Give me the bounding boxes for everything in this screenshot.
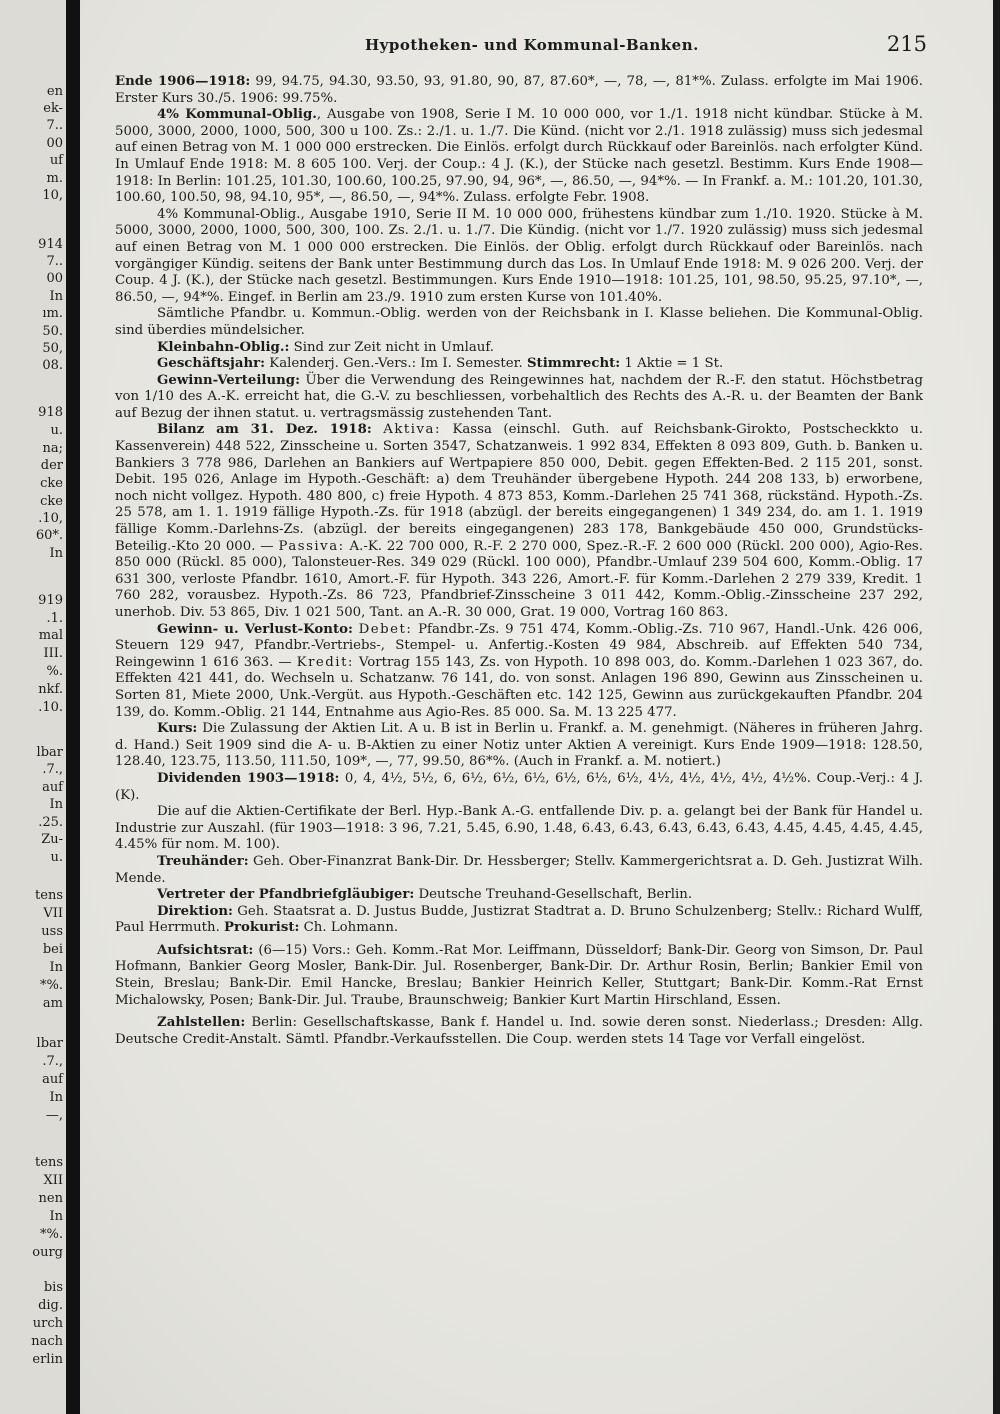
margin-fragment: ourg xyxy=(32,1245,63,1260)
paragraph xyxy=(115,854,923,887)
page-body xyxy=(115,74,923,1048)
paragraph xyxy=(115,721,923,771)
margin-fragment: 08. xyxy=(42,358,63,373)
margin-fragment: %. xyxy=(46,664,63,679)
margin-fragment: tens xyxy=(35,888,63,903)
margin-fragment: *%. xyxy=(40,1227,63,1242)
margin-fragment: III. xyxy=(43,646,63,661)
margin-fragment: VII xyxy=(43,906,63,921)
entry-label: Gewinn-Verteilung: xyxy=(157,372,301,388)
page-header xyxy=(115,32,927,64)
entry-sublabel: Kredit: xyxy=(296,654,354,670)
entry-text: Sind zur Zeit nicht in Umlauf. xyxy=(289,339,495,355)
paragraph xyxy=(115,887,923,904)
margin-fragment: cke xyxy=(40,476,63,491)
paragraph xyxy=(115,74,923,107)
margin-fragment: mal xyxy=(38,628,63,643)
margin-fragment: 50, xyxy=(42,341,63,356)
left-margin-column xyxy=(0,0,66,1414)
paragraph xyxy=(115,306,923,339)
entry-label: Stimmrecht: xyxy=(526,356,621,372)
margin-fragment: urch xyxy=(32,1316,63,1331)
margin-fragment: In xyxy=(49,797,63,812)
margin-fragment: In xyxy=(49,546,63,561)
margin-fragment: am xyxy=(42,996,63,1011)
paragraph xyxy=(115,422,923,621)
entry-label: Geschäftsjahr: xyxy=(157,356,266,372)
margin-fragment: bei xyxy=(42,942,63,957)
entry-label: Ende 1906—1918: xyxy=(115,74,251,89)
margin-fragment: nkf. xyxy=(38,682,63,697)
margin-fragment: .7., xyxy=(42,1054,63,1069)
margin-fragment: 7.. xyxy=(46,118,63,133)
paragraph xyxy=(115,771,923,804)
paragraph xyxy=(115,904,923,937)
entry-text: Vortrag 155 143, Zs. von Hypoth. 10 898 003, do. Komm.-Darlehen 1 023 367, do. Effekten 421 441, do. Wechseln u. Schatzanw. 76 141, do. von sonst. Anlagen 196 890, Gewinn aus Zinsscheinen u. Sorten 81, Miete 2000, Unk.-Vergüt. aus Hypoth.-Geschäften etc. 142 125, Gewinn aus zurückgekauften Pfandbr. 204 139, do. Komm.-Oblig. 21 144, Entnahme aus Agio-Res. 85 000. Sa. M. 13 225 477. xyxy=(115,654,923,720)
margin-fragment: 914 xyxy=(38,237,63,252)
margin-fragment: .10. xyxy=(38,700,63,715)
margin-fragment: lbar xyxy=(36,1036,63,1051)
paragraph xyxy=(115,356,923,373)
margin-fragment: In xyxy=(49,1209,63,1224)
paragraph xyxy=(115,943,923,1009)
entry-label: 4% Kommunal-Oblig. xyxy=(157,107,317,123)
entry-text: 0, 4, 4½, 5½, 6, 6½, 6½, 6½, 6½, 6½, 6½, 4½, 4½, 4½, 4½, 4½%. Coup.-Verj.: 4 J. (K). xyxy=(115,770,924,803)
margin-fragment: ek- xyxy=(43,101,63,116)
entry-label: Treuhänder: xyxy=(157,853,249,869)
entry-text: Sämtliche Pfandbr. u. Kommun.-Oblig. werden von der Reichsbank in I. Klasse beliehen. Die Kommunal-Oblig. sind überdies mündelsicher. xyxy=(115,306,923,338)
paragraph xyxy=(115,1015,923,1048)
entry-text: 99, 94.75, 94.30, 93.50, 93, 91.80, 90, 87, 87.60*, —, 78, —, 81*%. Zulass. erfolgte im Mai 1906. Erster Kurs 30./5. 1906: 99.75%. xyxy=(115,74,923,106)
margin-fragment: 919 xyxy=(38,593,63,608)
paragraph xyxy=(115,804,923,854)
entry-text: Die auf die Aktien-Certifikate der Berl. Hyp.-Bank A.-G. entfallende Div. p. a. gelangt bei der Bank für Handel u. Industrie zur Auszahl. (für 1903—1918: 3 96, 7.21, 5.45, 6.90, 1.48, 6.43, 6.43, 6.43, 6.43, 6.43, 4.45, 4.45, 4.45, 4.45, 4.45% für nom. M. 100). xyxy=(115,804,923,853)
margin-fragment: 7.. xyxy=(46,254,63,269)
entry-text: Pfandbr.-Zs. 9 751 474, Komm.-Oblig.-Zs. 710 967, Handl.-Unk. 426 006, Steuern 129 947, Pfandbr.-Vertriebs-, Stempel- u. Anfertig.-Kosten 49 984, Abschreib. auf Effekten 540 734, Reingewinn 1 616 363. — xyxy=(115,621,923,670)
margin-fragment: 10, xyxy=(42,188,63,203)
margin-fragment: cke xyxy=(40,494,63,509)
margin-fragment: *%. xyxy=(40,978,63,993)
entry-text: Kalenderj. Gen.-Vers.: Im I. Semester. xyxy=(265,356,523,372)
margin-fragment: na; xyxy=(42,441,63,456)
paragraph xyxy=(115,107,923,207)
entry-text: Die Zulassung der Aktien Lit. A u. B ist in Berlin u. Frankf. a. M. genehmigt. (Näheres in früheren Jahrg. d. Hand.) Seit 1909 sind die A- u. B-Aktien zu einer Notiz unter Aktien A vereinigt. Kurs Ende 1909—1918: 128.50, 128.40, 123.75, 113.50, 111.50, 109*, —, 77, 99.50, 86*%. (Auch in Frankf. a. M. notiert.) xyxy=(115,721,923,770)
paragraph xyxy=(115,622,923,722)
entry-sublabel: Passiva: xyxy=(278,538,345,554)
margin-fragment: 60*. xyxy=(35,528,63,543)
entry-label: Prokurist: xyxy=(224,920,300,936)
entry-label: Kurs: xyxy=(157,721,198,737)
entry-text: Geh. Ober-Finanzrat Bank-Dir. Dr. Hessberger; Stellv. Kammergerichtsrat a. D. Geh. Justizrat Wilh. Mende. xyxy=(115,853,923,886)
margin-fragment: dig. xyxy=(38,1298,63,1313)
entry-sublabel: Aktiva: xyxy=(383,422,441,438)
margin-fragment: 918 xyxy=(38,405,63,420)
margin-fragment: auf xyxy=(42,780,63,795)
margin-fragment: nen xyxy=(38,1191,63,1206)
margin-fragment: .1. xyxy=(46,611,63,626)
entry-label: Aufsichtsrat: xyxy=(157,942,254,958)
margin-fragment: uss xyxy=(41,924,63,939)
entry-text: 1 Aktie = 1 St. xyxy=(620,356,724,372)
margin-fragment: u. xyxy=(50,423,63,438)
book-gutter xyxy=(66,0,80,1414)
margin-fragment: 00 xyxy=(46,271,63,286)
page-number: 215 xyxy=(886,32,927,56)
margin-fragment: Zu- xyxy=(41,832,63,847)
margin-fragment: m. xyxy=(46,171,63,186)
margin-fragment: In xyxy=(49,1090,63,1105)
paragraph xyxy=(115,340,923,357)
margin-fragment: lbar xyxy=(36,745,63,760)
margin-fragment: XII xyxy=(43,1173,63,1188)
page-edge xyxy=(993,0,1000,1414)
margin-fragment: der xyxy=(40,458,63,473)
entry-text: A.-K. 22 700 000, R.-F. 2 270 000, Spez.-R.-F. 2 600 000 (Rückl. 200 000), Agio-Res. 850 000 (Rückl. 85 000), Talonsteuer-Res. 349 029 (Rückl. 100 000), Pfandbr.-Umlauf 239 504 600, Komm.-Oblig. 17 631 300, verloste Pfandbr. 1610, Amort.-F. für Hypoth. 343 226, Amort.-F. für Komm.-Darlehen 2 279 339, Kredit. 1 760 282, vorausbez. Hypoth.-Zs. 86 723, Pfandbrief-Zinsscheine 3 011 442, Komm.-Oblig.-Zinsscheine 237 292, unerhob. Div. 53 865, Div. 1 021 500, Tant. an A.-R. 30 000, Grat. 19 000, Vortrag 160 863. xyxy=(115,538,923,620)
entry-text: Ch. Lohmann. xyxy=(299,920,399,936)
entry-text: Über die Verwendung des Reingewinnes hat, nachdem der R.-F. den statut. Höchstbetrag von 1/10 des A.-K. erreicht hat, die G.-V. zu beschliessen, vorbehaltlich des Rechts des A.-R. u. der Beamten der Bank auf Bezug der ihnen statut. u. vertragsmässig zustehenden Tant. xyxy=(115,372,923,421)
entry-label: Direktion: xyxy=(157,903,233,919)
margin-fragment: In xyxy=(49,960,63,975)
margin-fragment: erlin xyxy=(32,1352,63,1367)
entry-label: 4% Kommunal-Oblig. xyxy=(157,206,301,222)
entry-text: , Ausgabe von 1908, Serie I M. 10 000 000, vor 1./1. 1918 nicht kündbar. Stücke à M. 5000, 3000, 2000, 1000, 500, 300 u 100. Zs.: 2./1. u. 1./7. Die Künd. (nicht vor 2./1. 1918 zulässig) muss sich jedesmal auf einen Betrag von M. 1 000 000 erstrecken. Die Einlös. erfolgt durch Rückkauf oder Bareinlös. nach erfolgter Künd. In Umlauf Ende 1918: M. 8 605 100. Verj. der Coup.: 4 J. (K.), der Stücke nach gesetzl. Bestimm. Kurs Ende 1908—1918: In Berlin: 101.25, 101.30, 100.60, 100.25, 97.90, 94, 96*, —, 86.50, —, 94*%. — In Frankf. a. M.: 101.20, 101.30, 100.60, 100.50, 98, 94.10, 95*, —, 86.50, —, 94*%. Zulass. erfolgte Febr. 1908. xyxy=(115,107,924,206)
entry-text: Deutsche Treuhand-Gesellschaft, Berlin. xyxy=(414,887,693,903)
margin-fragment: 50. xyxy=(42,324,63,339)
margin-fragment: auf xyxy=(42,1072,63,1087)
entry-label: Zahlstellen: xyxy=(157,1015,246,1031)
margin-fragment: ım. xyxy=(42,306,63,321)
entry-sublabel: Debet: xyxy=(358,621,413,637)
entry-label: Kleinbahn-Oblig.: xyxy=(157,339,290,355)
entry-text: Kassa (einschl. Guth. auf Reichsbank-Girokto, Postscheckkto u. Kassenverein) 448 522, Zinsscheine u. Sorten 3547, Schatzanweis. 1 992 834, Effekten 8 093 809, Guth. b. Banken u. Bankiers 3 778 986, Darlehen an Bankiers auf Wertpapiere 850 000, Debit. gegen Effekten-Bed. 2 115 201, sonst. Debit. 195 026, Anlage im Hypoth.-Geschäft: a) dem Treuhänder übergebene Hypoth. 244 208 133, b) erworbene, noch nicht vollgez. Hypoth. 480 800, c) freie Hypoth. 4 873 853, Komm.-Darlehen 25 741 368, rückständ. Hypoth.-Zs. 25 578, am 1. 1. 1919 fällige Hypoth.-Zs. für 1918 (abzügl. der bereits eingegangenen) 1 349 234, do. am 1. 1. 1919 fällige Komm.-Darlehns-Zs. (abzügl. der bereits eingegangenen) 283 178, Bankgebäude 450 000, Grundstücks-Beteilig.-Kto 20 000. — xyxy=(115,422,923,554)
paragraph xyxy=(115,207,923,307)
entry-label: Bilanz am 31. Dez. 1918: xyxy=(157,422,372,438)
entry-label: Gewinn- u. Verlust-Konto: xyxy=(157,621,353,637)
margin-fragment: uf xyxy=(49,153,63,168)
entry-label: Dividenden 1903—1918: xyxy=(157,770,340,786)
margin-fragment: u. xyxy=(50,850,63,865)
margin-fragment: In xyxy=(49,289,63,304)
margin-fragment: bis xyxy=(43,1280,63,1295)
margin-fragment: .25. xyxy=(38,815,63,830)
entry-text: Berlin: Gesellschaftskasse, Bank f. Handel u. Ind. sowie deren sonst. Niederlass.; Dresden: Allg. Deutsche Credit-Anstalt. Sämtl. Pfandbr.-Verkaufsstellen. Die Coup. werden stets 14 Tage vor Verfall eingelöst. xyxy=(115,1015,923,1047)
entry-text: Geh. Staatsrat a. D. Justus Budde, Justizrat Stadtrat a. D. Bruno Schulzenberg; Stellv.: Richard Wulff, Paul Herrmuth. xyxy=(115,903,923,936)
margin-fragment: .10, xyxy=(38,511,63,526)
margin-fragment: .7., xyxy=(42,762,63,777)
running-title: Hypotheken- und Kommunal-Banken. xyxy=(365,36,699,54)
entry-text: , Ausgabe 1910, Serie II M. 10 000 000, frühestens kündbar zum 1./10. 1920. Stücke à M. 5000, 3000, 2000, 1000, 500, 300, 100. Zs. 2./1. u. 1./7. Die Kündig. (nicht vor 1./7. 1920 zulässig) muss sich jedesmal auf einen Betrag von M. 1 000 000 erstrecken. Die Einlös. der Oblig. erfolgt durch Rückkauf oder Bareinlös. nach vorgängiger Kündig. seitens der Bank unter Bestimmung durch das Los. In Umlauf Ende 1918: M. 9 026 200. Verj. der Coup. 4 J. (K.), der Stücke nach gesetzl. Bestimmungen. Kurs Ende 1910—1918: 101.25, 101, 98.50, 95.25, 97.10*, —, 86.50, —, 94*%. Eingef. in Berlin am 23./9. 1910 zum ersten Kurse von 101.40%. xyxy=(115,206,923,305)
margin-fragment: nach xyxy=(31,1334,63,1349)
entry-label: Vertreter der Pfandbriefgläubiger: xyxy=(157,887,415,903)
entry-text: (6—15) Vors.: Geh. Komm.-Rat Mor. Leiffmann, Düsseldorf; Bank-Dir. Georg von Simson, Dr. Paul Hofmann, Bankier Georg Mosler, Bank-Dir. Jul. Rosenberger, Bank-Dir. Dr. Arthur Rosin, Berlin; Bankier Emil von Stein, Breslau; Bank-Dir. Emil Hancke, Breslau; Bankier Heinrich Keller, Stuttgart; Bank-Dir. Komm.-Rat Ernst Michalowsky, Posen; Bank-Dir. Jul. Traube, Braunschweig; Bankier Kurt Martin Hirschland, Essen. xyxy=(115,942,923,1008)
margin-fragment: —, xyxy=(45,1108,63,1123)
margin-fragment: en xyxy=(46,84,63,99)
margin-fragment: tens xyxy=(35,1155,63,1170)
margin-fragment: 00 xyxy=(46,136,63,151)
paragraph xyxy=(115,373,923,423)
